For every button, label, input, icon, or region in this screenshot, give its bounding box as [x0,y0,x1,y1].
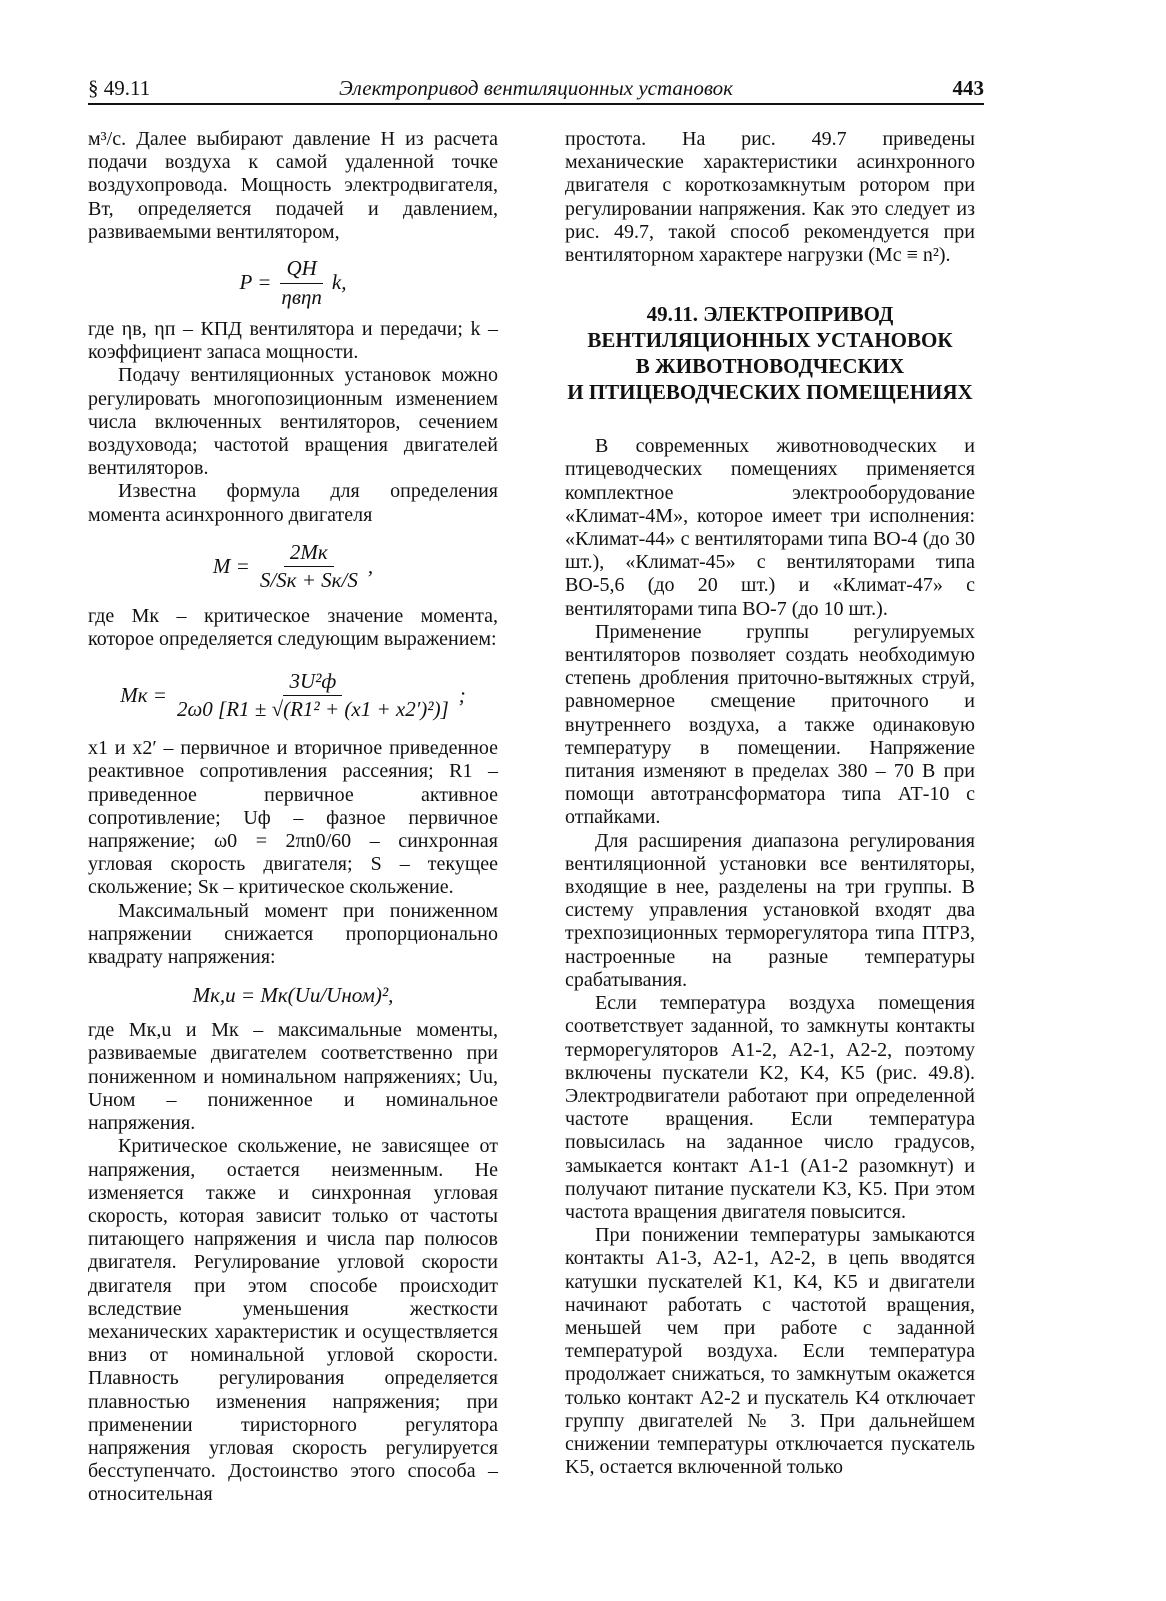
fraction-numerator: QH [280,257,322,283]
paragraph: Для расширения диапазона регулирования вентиляционной установки все вентиляторы, входящие в нее, разделены на три группы. В систему управления установкой входят два трехпозиционных терморегулятора типа ПТРЗ, настроенные на разные температуры срабатывания. [565,829,975,991]
formula-max-moment: Mк,u = Mк(Uu/Uном)², [192,982,394,1007]
paragraph: м³/с. Далее выбирают давление H из расчета подачи воздуха к самой удаленной точке воздухопровода. Мощность электродвигателя, Вт, определяется подачей и давлением, развиваемыми вентилятором, [88,128,498,243]
paragraph: где Mк – критическое значение момента, которое определяется следующим выражением: [88,604,498,651]
section-heading [565,301,975,405]
fraction [171,670,455,721]
paragraph: Если температура воздуха помещения соответствует заданной, то замкнуты контакты терморегуляторов A1-2, A2-1, A2-2, поэтому включены пускатели K2, K4, K5 (рис. 49.8). Электродвигатели работают при определенной частоте вращения. Если температура повысилась на заданное число градусов, замыкается контакт A1-1 (A1-2 разомкнут) и получают питание пускатели K3, K5. При этом частота вращения двигателя повысится. [565,992,975,1223]
paragraph: При понижении температуры замыкаются контакты A1-3, A2-1, A2-2, в цепь вводятся катушки пускателей K1, K4, K5 и двигатели начинают работать с частотой вращения, меньшей чем при работе с заданной температурой воздуха. Если температура продолжает снижаться, то замкнутым окажется только контакт A2-2 и пускатель K4 отключает группу двигателей № 3. При дальнейшем снижении температуры отключается пускатель K5, остается включенной только [565,1224,975,1479]
section-number: § 49.11 [88,76,151,100]
fraction-denominator: S/Sк + Sк/S [259,568,358,593]
paragraph: где ηв, ηп – КПД вентилятора и передачи; k – коэффициент запаса мощности. [88,318,498,364]
formula-lhs: Mк = [120,682,167,707]
paragraph: В современных животноводческих и птицеводческих помещениях применяется комплектное электрооборудование «Климат-4М», которое имеет три исполнения: «Климат-44» с вентиляторами типа ВО-4 (до 30 шт.), «Климат-45» с вентиляторами типа ВО-5,6 (до 20 шт.) и «Климат-47» с вентиляторами типа ВО-7 (до 10 шт.). [565,435,975,620]
fraction-numerator: 3U²ф [283,670,342,696]
heading-line: 49.11. ЭЛЕКТРОПРИВОД [646,302,894,327]
paragraph: Применение группы регулируемых вентиляторов позволяет создать необходимую степень дробления приточно-вытяжных струй, равномерное смещение приточного и внутреннего воздуха, а также одинаковую температуру в помещении. Напряжение питания изменяют в пределах 380 – 70 В при помощи автотрансформатора типа АТ-10 с отпайками. [565,620,975,829]
fraction-numerator: 2Mк [284,541,334,567]
formula-lhs: P = [239,270,272,295]
formula-power [88,250,498,316]
paragraph: где Mк,u и Mк – максимальные моменты, развиваемые двигателем соответственно при пониженном и номинальном напряжениях; Uu, Uном – пониженное и номинальное напряжения. [88,1019,498,1135]
heading-line: И ПТИЦЕВОДЧЕСКИХ ПОМЕЩЕНИЯХ [567,380,973,405]
paragraph: Максимальный момент при пониженном напряжении снижается пропорционально квадрату напряжения: [88,899,498,969]
running-title: Электропривод вентиляционных установок [339,76,733,100]
heading-line: В ЖИВОТНОВОДЧЕСКИХ [635,354,905,379]
running-head [88,76,984,102]
right-column [565,128,975,1479]
fraction-denominator: 2ω0 [R1 ± √(R1² + (x1 + x2′)²)] [176,696,449,721]
fraction-denominator: ηвηп [281,284,322,309]
paragraph: Подачу вентиляционных установок можно регулировать многопозиционным изменением числа включенных вентиляторов, сечением воздуховода; частотой вращения двигателей вентиляторов. [88,364,498,480]
formula-critical-moment [88,657,498,733]
fraction [254,541,364,592]
header-rule [88,103,984,105]
formula-tail: ; [458,682,466,707]
paragraph: x1 и x2′ – первичное и вторичное приведенное реактивное сопротивления рассеяния; R1 – приведенное первичное активное сопротивление; Uф – фазное первичное напряжение; ω0 = 2πn0/60 – синхронная угловая скорость двигателя; S – текущее скольжение; Sк – критическое скольжение. [88,737,498,899]
left-column [88,128,498,1507]
formula-lhs: M = [212,554,250,579]
paragraph: Критическое скольжение, не зависящее от напряжения, остается неизменным. Не изменяется также и синхронная угловая скорость, которая зависит только от частоты питающего напряжения и числа пар полюсов двигателя. Регулирование угловой скорости двигателя при этом способе происходит вследствие уменьшения жесткости механических характеристик и осуществляется вниз от номинальной угловой скорости. Плавность регулирования определяется плавностью изменения напряжения; при применении тиристорного регулятора напряжения угловая скорость регулируется бесступенчато. Достоинство этого способа – относительная [88,1135,498,1506]
heading-line: ВЕНТИЛЯЦИОННЫХ УСТАНОВОК [587,328,953,353]
paragraph: простота. На рис. 49.7 приведены механические характеристики асинхронного двигателя с короткозамкнутым ротором при регулировании напряжения. Как это следует из рис. 49.7, такой способ рекомендуется при вентиляторном характере нагрузки (Mс ≡ n²). [565,128,975,267]
formula-moment [88,533,498,601]
paragraph: Известна формула для определения момента асинхронного двигателя [88,480,498,526]
formula-tail: k, [331,270,347,295]
page-number: 443 [952,76,984,100]
formula-tail: , [367,554,374,579]
fraction [275,257,327,308]
